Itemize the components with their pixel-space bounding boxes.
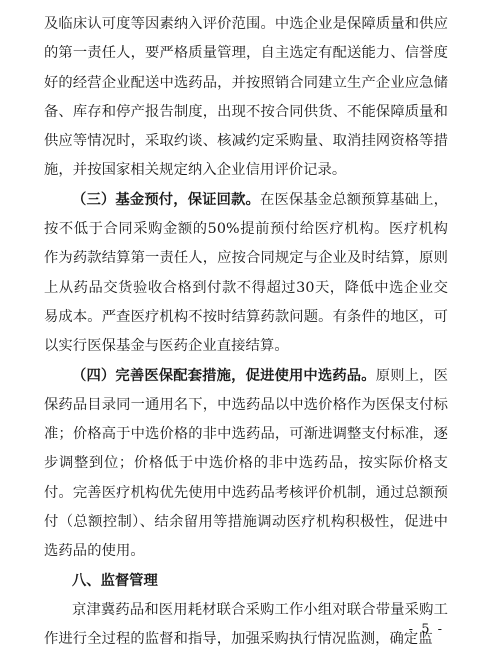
clause-4-label: （四）完善医保配套措施，促进使用中选药品。	[72, 367, 376, 384]
clause-3-text: 在医保基金总额预算基础上，按不低于合同采购金额的50%提前预付给医疗机构。医疗机构作为药款结算第一责任人，应按合同规定与企业及时结算，原则上从药品交货验收合格到付款不得超过30天，降低中选企业交易成本。严查医疗机构不按时结算药款问题。有条件的地区，可以实行医保基金与医药企业直接结算。	[44, 191, 448, 355]
clause-4-text: 原则上，医保药品目录同一通用名下，中选药品以中选价格作为医保支付标准；价格高于中选价格的非中选药品，可渐进调整支付标准，逐步调整到位；价格低于中选价格的非中选药品，按实际价格支付。完善医疗机构优先使用中选药品考核评价机制，通过总额预付（总额控制）、结余留用等措施调动医疗机构积极性，促进中选药品的使用。	[44, 367, 449, 560]
section-heading-supervision: 八、监督管理	[72, 572, 158, 589]
paragraph-medical-insurance-measures	[44, 362, 448, 567]
paragraph-evaluation-scope: 及临床认可度等因素纳入评价范围。中选企业是保障质量和供应的第一责任人，要严格质量管理，自主选定有配送能力、信誉度好的经营企业配送中选药品，并按照销合同建立生产企业应急储备、库存和停产报告制度，出现不按合同供货、不能保障质量和供应等情况时，采取约谈、核减约定采购量、取消挂网资格等措施，并按国家相关规定纳入企业信用评价记录。	[44, 16, 448, 179]
clause-3-label: （三）基金预付，保证回款。	[72, 191, 261, 208]
page-number: - 5 -	[408, 622, 444, 637]
paragraph-fund-prepayment	[44, 186, 448, 362]
paragraph-supervision: 京津冀药品和医用耗材联合采购工作小组对联合带量采购工作进行全过程的监督和指导，加强采购执行情况监测，确定监	[44, 601, 448, 648]
